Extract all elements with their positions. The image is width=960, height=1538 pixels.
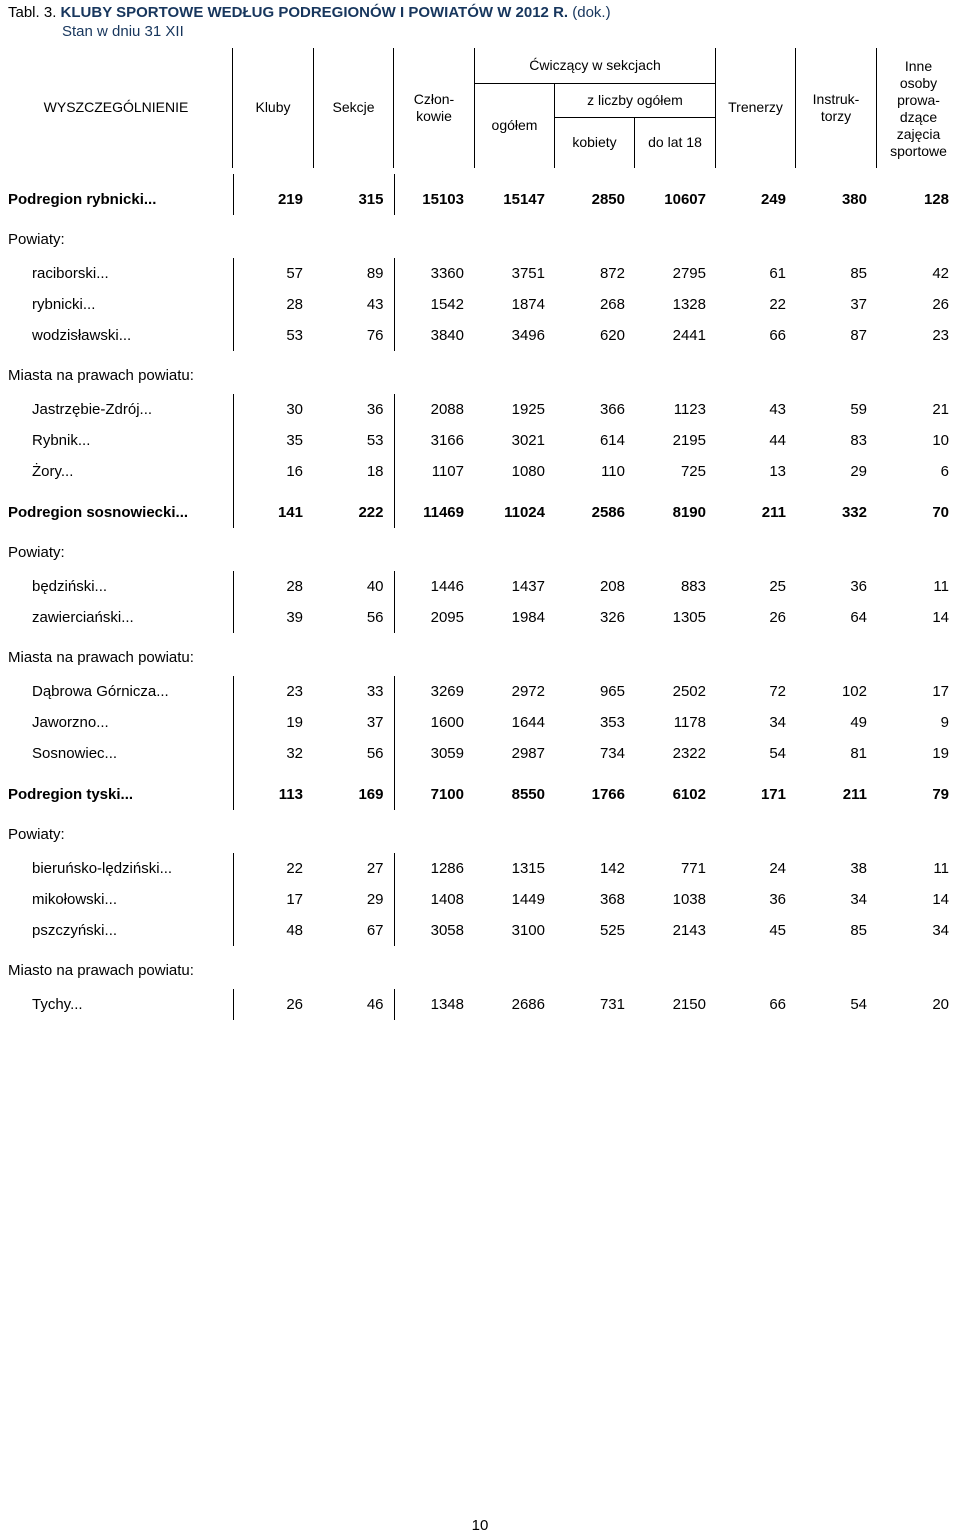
cell-value: 21 xyxy=(932,401,949,418)
cell-value: 2095 xyxy=(430,609,464,626)
cell-value: 37 xyxy=(313,707,394,738)
cell-value: 54 xyxy=(769,745,786,762)
cell-value: 28 xyxy=(286,578,303,595)
table-row xyxy=(0,989,960,1020)
cell-value: 211 xyxy=(842,786,867,803)
cell-value: 8550 xyxy=(511,786,545,803)
cell-value: 34 xyxy=(932,922,949,939)
table-row xyxy=(0,915,960,946)
leader-dots: ... xyxy=(118,327,132,344)
row-label: Żory xyxy=(32,463,61,480)
cell-value: 26 xyxy=(286,996,303,1013)
leader-dots: ... xyxy=(104,745,118,762)
cell-value: 36 xyxy=(313,394,394,425)
cell-value: 7100 xyxy=(430,786,464,803)
row-name xyxy=(0,769,233,810)
section-label-row xyxy=(0,351,960,394)
cell-value: 1123 xyxy=(673,401,706,418)
row-label: Jastrzębie-Zdrój xyxy=(32,401,140,418)
cell-value: 29 xyxy=(313,884,394,915)
row-name xyxy=(0,289,233,320)
region-row xyxy=(0,769,960,810)
cell-value: 368 xyxy=(599,891,625,908)
cell-value: 332 xyxy=(841,504,867,521)
col-header-instruktorzy: Instruk- torzy xyxy=(812,91,860,124)
cell-value: 18 xyxy=(313,456,394,487)
col-header-kobiety: kobiety xyxy=(572,134,617,150)
cell-value: 8190 xyxy=(672,504,706,521)
cell-value: 79 xyxy=(932,786,949,803)
row-name xyxy=(0,174,233,215)
cell-value: 26 xyxy=(932,296,949,313)
cell-value: 81 xyxy=(850,745,867,762)
table-continuation: (dok.) xyxy=(572,4,611,21)
cell-value: 113 xyxy=(278,786,303,803)
cell-value: 249 xyxy=(760,191,786,208)
cell-value: 14 xyxy=(932,891,949,908)
cell-value: 89 xyxy=(313,258,394,289)
row-name xyxy=(0,456,233,487)
cell-value: 1328 xyxy=(672,296,706,313)
cell-value: 6102 xyxy=(672,786,706,803)
cell-value: 33 xyxy=(313,676,394,707)
row-label: Miasta na prawach powiatu: xyxy=(8,649,194,666)
row-label: zawierciański xyxy=(32,609,122,626)
row-label: będziński xyxy=(32,578,95,595)
cell-value: 734 xyxy=(599,745,625,762)
cell-value: 771 xyxy=(680,860,706,877)
cell-value: 141 xyxy=(277,504,303,521)
cell-value: 366 xyxy=(599,401,625,418)
cell-value: 2150 xyxy=(672,996,706,1013)
cell-value: 883 xyxy=(680,578,706,595)
leader-dots: ... xyxy=(159,860,173,877)
cell-value: 43 xyxy=(313,289,394,320)
cell-value: 208 xyxy=(599,578,625,595)
row-label: Podregion rybnicki xyxy=(8,191,144,208)
row-label: Miasto na prawach powiatu: xyxy=(8,962,194,979)
row-label: mikołowski xyxy=(32,891,105,908)
cell-value: 211 xyxy=(761,504,786,521)
col-header-kluby: Kluby xyxy=(255,99,291,115)
cell-value: 23 xyxy=(286,683,303,700)
cell-value: 1348 xyxy=(430,996,464,1013)
col-header-wyszczegolnienie: WYSZCZEGÓLNIENIE xyxy=(43,99,189,115)
col-header-ogolem: ogółem xyxy=(491,117,538,133)
col-header-inne: Inne osoby prowa- dzące zajęcia sportowe xyxy=(890,58,947,159)
leader-dots: ... xyxy=(96,714,109,731)
leader-dots: ... xyxy=(121,609,134,626)
row-label: Rybnik xyxy=(32,432,78,449)
table-row xyxy=(0,456,960,487)
col-header-do-lat-18: do lat 18 xyxy=(648,134,702,150)
row-label: Tychy xyxy=(32,996,71,1013)
cell-value: 85 xyxy=(850,265,867,282)
cell-value: 11 xyxy=(933,578,949,595)
cell-value: 169 xyxy=(313,769,394,810)
leader-dots: ... xyxy=(104,922,118,939)
cell-value: 66 xyxy=(769,996,786,1013)
table-row xyxy=(0,320,960,351)
cell-value: 53 xyxy=(286,327,303,344)
table-row xyxy=(0,571,960,602)
col-header-czlonkowie: Człon- kowie xyxy=(413,91,455,124)
row-label: Jaworzno xyxy=(32,714,97,731)
cell-value: 11469 xyxy=(423,504,464,521)
cell-value: 1449 xyxy=(511,891,545,908)
cell-value: 87 xyxy=(850,327,867,344)
cell-value: 29 xyxy=(850,463,867,480)
row-name xyxy=(0,738,233,769)
leader-dots: ... xyxy=(104,891,118,908)
row-label: Podregion tyski xyxy=(8,786,121,803)
cell-value: 1600 xyxy=(430,714,464,731)
cell-value: 72 xyxy=(769,683,786,700)
row-label: Miasta na prawach powiatu: xyxy=(8,367,194,384)
leader-dots: ... xyxy=(175,504,189,521)
cell-value: 56 xyxy=(313,738,394,769)
cell-value: 83 xyxy=(850,432,867,449)
cell-value: 22 xyxy=(286,860,303,877)
row-name xyxy=(0,425,233,456)
row-name xyxy=(0,215,960,258)
cell-value: 3021 xyxy=(511,432,545,449)
cell-value: 315 xyxy=(313,174,394,215)
section-label-row xyxy=(0,633,960,676)
cell-value: 3269 xyxy=(430,683,464,700)
row-name xyxy=(0,571,233,602)
cell-value: 26 xyxy=(769,609,786,626)
cell-value: 1107 xyxy=(431,463,464,480)
row-name xyxy=(0,676,233,707)
region-row xyxy=(0,174,960,215)
leader-dots: ... xyxy=(156,683,169,700)
table-row xyxy=(0,394,960,425)
cell-value: 2972 xyxy=(511,683,545,700)
cell-value: 2088 xyxy=(430,401,464,418)
leader-dots: ... xyxy=(94,578,108,595)
row-name xyxy=(0,351,960,394)
row-label: rybnicki xyxy=(32,296,83,313)
cell-value: 1874 xyxy=(511,296,545,313)
cell-value: 171 xyxy=(760,786,786,803)
cell-value: 25 xyxy=(769,578,786,595)
row-name xyxy=(0,602,233,633)
cell-value: 49 xyxy=(850,714,867,731)
cell-value: 3059 xyxy=(430,745,464,762)
cell-value: 70 xyxy=(932,504,949,521)
cell-value: 17 xyxy=(932,683,949,700)
cell-value: 965 xyxy=(599,683,625,700)
cell-value: 6 xyxy=(940,463,949,480)
cell-value: 380 xyxy=(841,191,867,208)
cell-value: 872 xyxy=(599,265,625,282)
cell-value: 1644 xyxy=(511,714,545,731)
cell-value: 219 xyxy=(277,191,303,208)
leader-dots: ... xyxy=(60,463,74,480)
cell-value: 9 xyxy=(940,714,949,731)
cell-value: 34 xyxy=(850,891,867,908)
cell-value: 1080 xyxy=(511,463,545,480)
leader-dots: ... xyxy=(143,191,157,208)
cell-value: 2322 xyxy=(672,745,706,762)
cell-value: 32 xyxy=(286,745,303,762)
cell-value: 34 xyxy=(769,714,786,731)
cell-value: 76 xyxy=(313,320,394,351)
cell-value: 1437 xyxy=(511,578,545,595)
cell-value: 66 xyxy=(769,327,786,344)
cell-value: 525 xyxy=(599,922,625,939)
cell-value: 222 xyxy=(313,487,394,528)
cell-value: 2586 xyxy=(591,504,625,521)
section-label-row xyxy=(0,528,960,571)
row-name xyxy=(0,320,233,351)
row-name xyxy=(0,810,960,853)
cell-value: 56 xyxy=(313,602,394,633)
cell-value: 731 xyxy=(599,996,625,1013)
row-label: bieruńsko-lędziński xyxy=(32,860,160,877)
row-label: raciborski xyxy=(32,265,97,282)
cell-value: 38 xyxy=(850,860,867,877)
cell-value: 15103 xyxy=(422,191,464,208)
cell-value: 3751 xyxy=(511,265,545,282)
cell-value: 37 xyxy=(850,296,867,313)
row-name xyxy=(0,258,233,289)
cell-value: 3496 xyxy=(511,327,545,344)
cell-value: 2795 xyxy=(672,265,706,282)
col-header-cwiczacy: Ćwiczący w sekcjach xyxy=(529,57,661,73)
cell-value: 1305 xyxy=(672,609,706,626)
cell-value: 1766 xyxy=(591,786,625,803)
col-header-trenerzy: Trenerzy xyxy=(728,99,783,115)
cell-value: 57 xyxy=(286,265,303,282)
cell-value: 48 xyxy=(286,922,303,939)
table-row xyxy=(0,707,960,738)
cell-value: 13 xyxy=(769,463,786,480)
leader-dots: ... xyxy=(77,432,91,449)
cell-value: 1542 xyxy=(430,296,464,313)
row-name xyxy=(0,394,233,425)
table-row xyxy=(0,884,960,915)
cell-value: 20 xyxy=(932,996,949,1013)
cell-value: 3100 xyxy=(511,922,545,939)
cell-value: 2686 xyxy=(511,996,545,1013)
cell-value: 36 xyxy=(769,891,786,908)
cell-value: 3058 xyxy=(430,922,464,939)
leader-dots: ... xyxy=(70,996,83,1013)
table-body xyxy=(0,174,960,1020)
cell-value: 22 xyxy=(769,296,786,313)
cell-value: 15147 xyxy=(503,191,545,208)
cell-value: 39 xyxy=(286,609,303,626)
row-label: pszczyński xyxy=(32,922,105,939)
cell-value: 2850 xyxy=(591,191,625,208)
row-label: Powiaty: xyxy=(8,826,65,843)
cell-value: 43 xyxy=(769,401,786,418)
cell-value: 11 xyxy=(933,860,949,877)
section-label-row xyxy=(0,946,960,989)
cell-value: 102 xyxy=(841,683,867,700)
cell-value: 3360 xyxy=(430,265,464,282)
cell-value: 61 xyxy=(769,265,786,282)
cell-value: 53 xyxy=(313,425,394,456)
col-header-z-liczby: z liczby ogółem xyxy=(587,92,683,108)
table-header xyxy=(0,48,960,168)
leader-dots: ... xyxy=(82,296,96,313)
row-name xyxy=(0,884,233,915)
cell-value: 23 xyxy=(932,327,949,344)
region-row xyxy=(0,487,960,528)
cell-value: 54 xyxy=(850,996,867,1013)
cell-value: 30 xyxy=(286,401,303,418)
cell-value: 40 xyxy=(313,571,394,602)
cell-value: 353 xyxy=(599,714,625,731)
row-name xyxy=(0,853,233,884)
cell-value: 2502 xyxy=(672,683,706,700)
cell-value: 2441 xyxy=(672,327,706,344)
row-label: Powiaty: xyxy=(8,544,65,561)
row-label: Sosnowiec xyxy=(32,745,105,762)
leader-dots: ... xyxy=(96,265,109,282)
section-label-row xyxy=(0,810,960,853)
cell-value: 1925 xyxy=(511,401,545,418)
cell-value: 2143 xyxy=(672,922,706,939)
cell-value: 1408 xyxy=(430,891,464,908)
cell-value: 3840 xyxy=(430,327,464,344)
section-label-row xyxy=(0,215,960,258)
cell-value: 1984 xyxy=(511,609,545,626)
table-title xyxy=(8,4,611,22)
cell-value: 10 xyxy=(932,432,949,449)
cell-value: 46 xyxy=(313,989,394,1020)
row-name xyxy=(0,989,233,1020)
page-number: 10 xyxy=(471,1517,489,1534)
cell-value: 85 xyxy=(850,922,867,939)
cell-value: 19 xyxy=(932,745,949,762)
row-label: Dąbrowa Górnicza xyxy=(32,683,157,700)
table-subtitle: Stan w dniu 31 XII xyxy=(62,23,184,40)
table-row xyxy=(0,738,960,769)
row-name xyxy=(0,633,960,676)
cell-value: 27 xyxy=(313,853,394,884)
table-row xyxy=(0,853,960,884)
cell-value: 19 xyxy=(286,714,303,731)
table-row xyxy=(0,425,960,456)
table-row xyxy=(0,602,960,633)
cell-value: 17 xyxy=(286,891,303,908)
row-name xyxy=(0,707,233,738)
cell-value: 11024 xyxy=(504,504,545,521)
cell-value: 44 xyxy=(769,432,786,449)
cell-value: 28 xyxy=(286,296,303,313)
data-table xyxy=(0,174,960,1020)
row-name xyxy=(0,915,233,946)
cell-value: 614 xyxy=(599,432,625,449)
cell-value: 35 xyxy=(286,432,303,449)
cell-value: 128 xyxy=(923,191,949,208)
table-number: Tabl. 3. xyxy=(8,4,57,21)
col-header-sekcje: Sekcje xyxy=(332,99,375,115)
table-row xyxy=(0,676,960,707)
cell-value: 620 xyxy=(599,327,625,344)
row-name xyxy=(0,487,233,528)
cell-value: 36 xyxy=(850,578,867,595)
cell-value: 3166 xyxy=(430,432,464,449)
table-row xyxy=(0,258,960,289)
cell-value: 1178 xyxy=(673,714,706,731)
leader-dots: ... xyxy=(120,786,134,803)
cell-value: 64 xyxy=(850,609,867,626)
row-name xyxy=(0,946,960,989)
table-title-main: KLUBY SPORTOWE WEDŁUG PODREGIONÓW I POWIATÓW W 2012 R. xyxy=(60,4,569,21)
row-label: wodzisławski xyxy=(32,327,119,344)
cell-value: 725 xyxy=(680,463,706,480)
cell-value: 59 xyxy=(850,401,867,418)
cell-value: 110 xyxy=(601,463,625,480)
cell-value: 326 xyxy=(599,609,625,626)
row-name xyxy=(0,528,960,571)
cell-value: 1315 xyxy=(511,860,545,877)
cell-value: 67 xyxy=(313,915,394,946)
table-row xyxy=(0,289,960,320)
cell-value: 1446 xyxy=(430,578,464,595)
cell-value: 2987 xyxy=(511,745,545,762)
cell-value: 14 xyxy=(932,609,949,626)
cell-value: 10607 xyxy=(664,191,706,208)
leader-dots: ... xyxy=(139,401,153,418)
cell-value: 24 xyxy=(769,860,786,877)
cell-value: 2195 xyxy=(672,432,706,449)
cell-value: 16 xyxy=(286,463,303,480)
cell-value: 268 xyxy=(599,296,625,313)
cell-value: 1286 xyxy=(430,860,464,877)
row-label: Podregion sosnowiecki xyxy=(8,504,176,521)
cell-value: 1038 xyxy=(672,891,706,908)
cell-value: 142 xyxy=(599,860,625,877)
cell-value: 42 xyxy=(932,265,949,282)
cell-value: 45 xyxy=(769,922,786,939)
row-label: Powiaty: xyxy=(8,231,65,248)
